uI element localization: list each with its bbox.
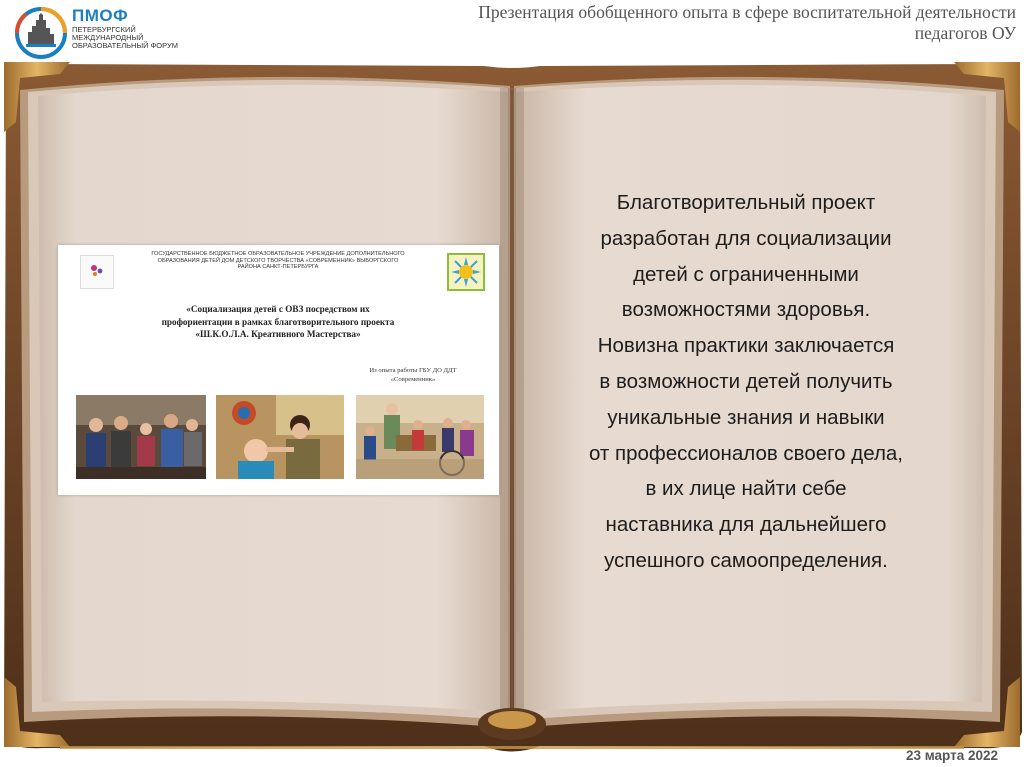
facepaint-photo [216,395,344,479]
workshop-photo [76,395,206,479]
logo-name: ПМОФ [72,6,129,25]
presentation-title: Презентация обобщенного опыта в сфере воспитательной деятельности педагогов ОУ [478,2,1016,43]
logo-subtitle: ПЕТЕРБУРГСКИЙ МЕЖДУНАРОДНЫЙ ОБРАЗОВАТЕЛЬНЫЙ ФОРУМ [72,25,178,51]
slide-source-note: Из опыта работы ГБУ ДО ДДТ «Современник» [369,367,457,383]
classroom-photo [356,395,484,479]
organization-name: ГОСУДАРСТВЕННОЕ БЮДЖЕТНОЕ ОБРАЗОВАТЕЛЬНОЕ УЧРЕЖДЕНИЕ ДОПОЛНИТЕЛЬНОГО ОБРАЗОВАНИЯ ДЕТЕЙ ДОМ ДЕТСКОГО ТВОРЧЕСТВА «СОВРЕМЕННИК» ВЫБОРГСКОГО РАЙОНА САНКТ-ПЕТЕРБУРГА [151,251,405,271]
ddt-logo-icon [80,255,114,289]
project-description: Благотворительный проект разработан для социализации детей с ограниченными возможностями здоровья. Новизна практики заключается в возможности детей получить уникальные знания и навыки от профессионалов своего дела, в их лице найти себе наставника для дальнейшего успешного самоопределения. [588,191,904,572]
project-slide-image [58,245,499,495]
presentation-date: 23 марта 2022 [905,748,998,763]
slide-heading: «Социализация детей с ОВЗ посредством их профориентации в рамках благотворительного проекта «Ш.К.О.Л.А. Креативного Мастерства» [161,304,395,339]
sun-emblem-icon [447,253,485,291]
